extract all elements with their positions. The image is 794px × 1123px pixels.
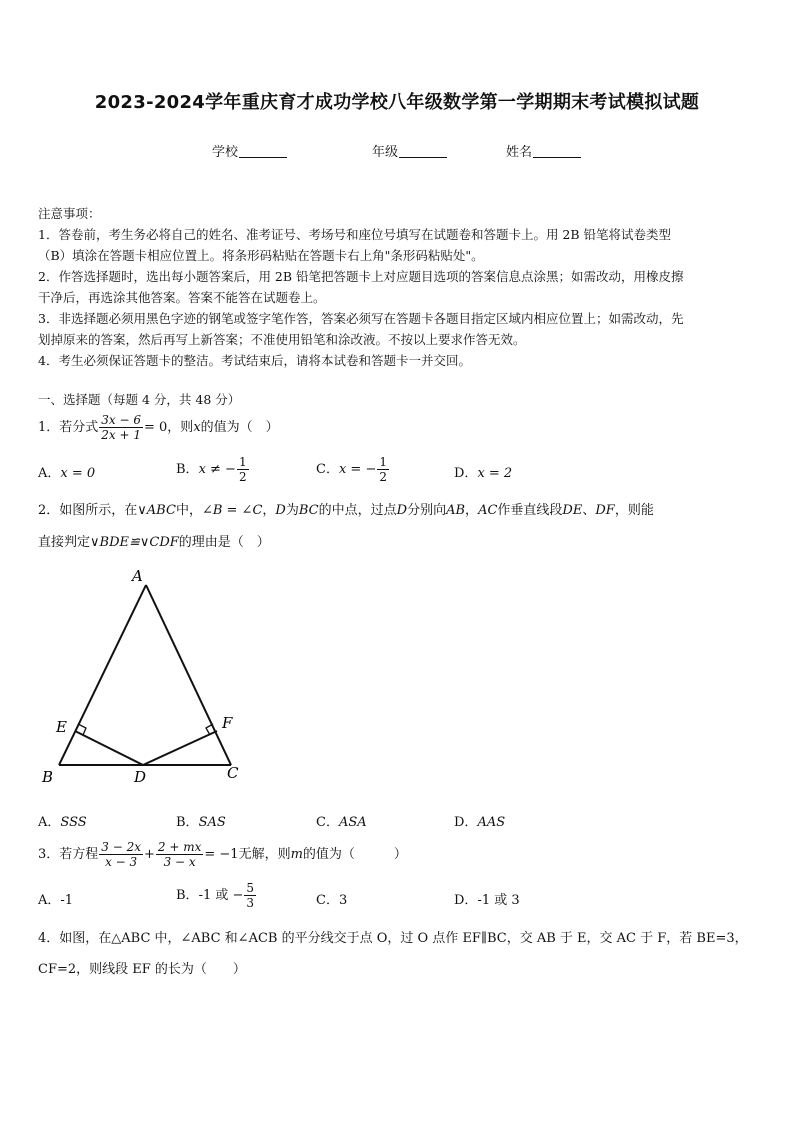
math: ∠B = ∠C: [201, 503, 263, 518]
question-2-line-1: [38, 499, 654, 518]
question-1: [38, 413, 279, 442]
note-line: 4．考生必须保证答题卡的整洁。考试结束后，请将本试卷和答题卡一并交回。: [38, 353, 471, 368]
option-value: x = 0: [60, 466, 96, 481]
note-line: （B）填涂在答题卡相应位置上。将条形码粘贴在答题卡右上角"条形码粘贴处"。: [38, 248, 484, 263]
segment-df: [143, 731, 217, 765]
q1-option-d: [454, 462, 512, 481]
name-label: 姓名: [506, 145, 533, 160]
fraction-num: 1: [238, 455, 247, 469]
label-b: B: [42, 768, 54, 786]
note-line: 2．作答选择题时，选出每小题答案后，用 2B 铅笔把答题卡上对应题目选项的答案信息点涂黑；如需改动，用橡皮擦: [38, 269, 684, 284]
option-label: D．: [454, 893, 478, 908]
q1-denominator: 2x + 1: [101, 428, 142, 442]
q1-option-c: [316, 455, 390, 484]
option-label: C．: [316, 893, 339, 908]
text: 的理由是（ ）: [178, 535, 270, 550]
label-d: D: [134, 768, 147, 786]
side-ab: [59, 585, 146, 765]
q2-option-a: [38, 811, 87, 830]
fraction-num: 2 + mx: [157, 840, 202, 854]
side-ac: [146, 585, 231, 765]
math: AC: [478, 503, 498, 518]
text: 直接判定: [38, 535, 91, 550]
question-3: [38, 840, 407, 869]
option-value: x = −: [338, 462, 377, 477]
q1-option-a: [38, 462, 95, 481]
q1-numerator: 3x − 6: [101, 413, 142, 427]
option-value: x = 2: [477, 466, 513, 481]
note-line: 1．答卷前，考生务必将自己的姓名、准考证号、考场号和座位号填写在试题卷和答题卡上。用 2B 铅笔将试卷类型: [38, 227, 672, 242]
option-fraction: [237, 455, 249, 484]
fraction-den: 2: [379, 470, 387, 484]
math: BC: [298, 503, 319, 518]
label-f: F: [222, 714, 233, 732]
math: AB: [446, 503, 466, 518]
note-line: 3．非选择题必须用黑色字迹的钢笔或签字笔作答，答案必须写在答题卡各题目指定区域内相应位置上；如需改动，先: [38, 311, 684, 326]
notes-heading: 注意事项：: [38, 206, 101, 221]
math: ∨ABC: [137, 503, 176, 518]
label-a: A: [132, 567, 143, 585]
q3-option-b: [176, 881, 257, 910]
option-fraction: [244, 881, 256, 910]
grade-field: [372, 141, 447, 160]
q3-option-a: [38, 889, 73, 908]
text: 分别向: [407, 503, 447, 518]
fraction-den: x − 3: [105, 855, 138, 869]
fraction-num: 1: [379, 455, 387, 469]
text: 3．若方程: [38, 847, 99, 862]
q2-option-d: [454, 811, 505, 830]
name-field: [506, 141, 581, 160]
math: DE: [562, 503, 583, 518]
math: m: [290, 847, 303, 862]
math: D: [275, 503, 286, 518]
option-value: -1 或 −: [198, 888, 244, 903]
q1-prefix: 1．若分式: [38, 420, 99, 435]
math: DF: [595, 503, 615, 518]
option-value: x ≠ −: [198, 462, 236, 477]
fraction-den: 2: [238, 470, 247, 484]
q3-fraction-2: [156, 840, 203, 869]
q1-suffix: 的值为（ ）: [200, 420, 279, 435]
school-field: [212, 141, 287, 160]
option-value: AAS: [477, 815, 506, 830]
text: 为: [285, 503, 299, 518]
q2-option-b: [176, 811, 226, 830]
grade-label: 年级: [372, 145, 399, 160]
text: 的值为（ ）: [302, 847, 407, 862]
triangle-figure: [30, 560, 260, 795]
q1-fraction: [99, 413, 143, 442]
option-value: -1: [60, 893, 74, 908]
text: 、: [582, 503, 596, 518]
note-line: 干净后，再选涂其他答案。答案不能答在试题卷上。: [38, 290, 326, 305]
school-blank: [239, 145, 287, 158]
q2-option-c: [316, 811, 367, 830]
question-2-line-2: [38, 531, 270, 550]
text: 作垂直线段: [497, 503, 563, 518]
fraction-den: 3: [246, 896, 255, 910]
text: = −1无解，则: [204, 847, 291, 862]
text: 的中点，过点: [318, 503, 397, 518]
option-fraction: [377, 455, 389, 484]
page-title: 2023-2024学年重庆育才成功学校八年级数学第一学期期末考试模拟试题: [94, 92, 700, 113]
text: +: [144, 847, 155, 862]
option-label: A．: [38, 893, 61, 908]
option-label: C．: [316, 815, 339, 830]
option-label: B．: [176, 888, 199, 903]
question-4-line-2: CF=2，则线段 EF 的长为（ ）: [38, 962, 246, 977]
grade-blank: [399, 145, 447, 158]
option-label: D．: [454, 815, 478, 830]
text: ，: [465, 503, 479, 518]
q1-option-b: [176, 455, 250, 484]
q3-option-c: [316, 889, 347, 908]
q3-option-d: [454, 889, 520, 908]
label-e: E: [56, 718, 67, 736]
q1-middle: = 0，则: [144, 420, 194, 435]
note-line: 划掉原来的答案，然后再写上新答案；不准使用铅笔和涂改液。不按以上要求作答无效。: [38, 332, 526, 347]
option-value: -1 或 3: [477, 893, 520, 908]
fraction-num: 3 − 2x: [101, 840, 142, 854]
q3-fraction-1: [99, 840, 143, 869]
text: 中，: [175, 503, 202, 518]
school-label: 学校: [212, 145, 239, 160]
option-value: 3: [338, 893, 348, 908]
segment-de: [75, 731, 143, 765]
fraction-den: 3 − x: [163, 855, 196, 869]
label-c: C: [227, 764, 239, 782]
option-label: B．: [176, 815, 199, 830]
question-4-line-1: 4．如图，在△ABC 中，∠ABC 和∠ACB 的平分线交于点 O，过 O 点作 EF∥BC，交 AB 于 E，交 AC 于 F，若 BE=3，: [38, 931, 748, 946]
option-label: C．: [316, 462, 339, 477]
text: ，: [262, 503, 276, 518]
text: ，则能: [614, 503, 654, 518]
option-label: D．: [454, 466, 478, 481]
name-blank: [533, 145, 581, 158]
section-heading: 一、选择题（每题 4 分，共 48 分）: [38, 392, 241, 407]
option-label: A．: [38, 815, 61, 830]
math: D: [396, 503, 408, 518]
text: 2．如图所示，在: [38, 503, 138, 518]
option-value: SSS: [60, 815, 87, 830]
option-label: A．: [38, 466, 61, 481]
option-label: B．: [176, 462, 199, 477]
math: ∨BDE≌∨CDF: [90, 535, 179, 550]
q1-var: x: [193, 420, 201, 435]
fraction-num: 5: [246, 881, 255, 895]
option-value: SAS: [198, 815, 226, 830]
option-value: ASA: [338, 815, 367, 830]
